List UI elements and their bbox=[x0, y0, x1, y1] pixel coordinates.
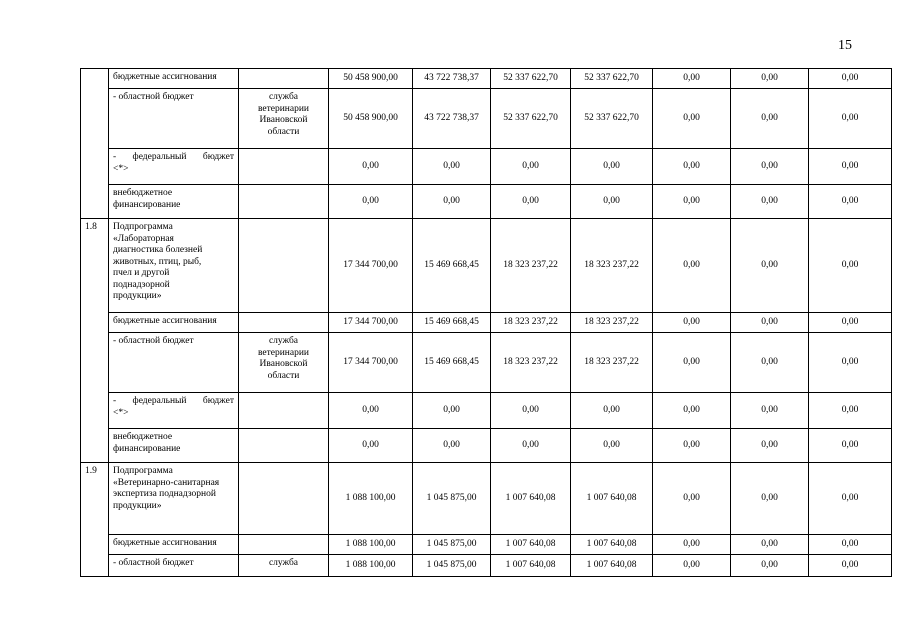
page-number: 15 bbox=[838, 38, 852, 53]
item-name-line: внебюджетное bbox=[113, 188, 173, 198]
value-cell: 0,00 bbox=[413, 185, 491, 219]
value-cell: 18 323 237,22 bbox=[491, 333, 571, 393]
value-cell: 0,00 bbox=[653, 185, 731, 219]
executor-line: служба bbox=[268, 92, 299, 102]
value-cell: 0,00 bbox=[653, 463, 731, 535]
budget-table-body bbox=[81, 69, 892, 577]
item-name-line: <*> bbox=[113, 163, 129, 174]
value-cell: 0,00 bbox=[491, 149, 571, 185]
value-cell: 0,00 bbox=[731, 149, 809, 185]
table-row bbox=[81, 429, 892, 463]
value-cell: 43 722 738,37 bbox=[413, 89, 491, 149]
executor-cell bbox=[239, 555, 329, 577]
value-cell: 18 323 237,22 bbox=[571, 313, 653, 333]
value-cell: 0,00 bbox=[809, 333, 892, 393]
value-cell: 0,00 bbox=[731, 429, 809, 463]
value-cell: 1 088 100,00 bbox=[329, 555, 413, 577]
value-cell: 18 323 237,22 bbox=[491, 313, 571, 333]
value-cell: 0,00 bbox=[571, 429, 653, 463]
item-name-line: диагностика болезней bbox=[113, 245, 203, 255]
value-cell: 52 337 622,70 bbox=[491, 69, 571, 89]
value-cell: 0,00 bbox=[491, 185, 571, 219]
item-name-line: бюджетные ассигнования bbox=[113, 72, 217, 82]
item-name-cell bbox=[109, 313, 239, 333]
executor-cell bbox=[239, 219, 329, 313]
item-name-cell bbox=[109, 185, 239, 219]
executor-line: ветеринарии bbox=[257, 347, 310, 358]
table-row bbox=[81, 333, 892, 393]
value-cell: 0,00 bbox=[731, 555, 809, 577]
table-row bbox=[81, 463, 892, 535]
value-cell: 1 007 640,08 bbox=[571, 555, 653, 577]
item-name-line: финансирование bbox=[113, 443, 181, 454]
value-cell: 0,00 bbox=[571, 393, 653, 429]
value-cell: 1 045 875,00 bbox=[413, 463, 491, 535]
value-cell: 0,00 bbox=[809, 149, 892, 185]
executor-cell bbox=[239, 149, 329, 185]
executor-line: области bbox=[267, 370, 300, 381]
executor-cell bbox=[239, 429, 329, 463]
value-cell: 0,00 bbox=[653, 333, 731, 393]
value-cell: 0,00 bbox=[653, 313, 731, 333]
value-cell: 0,00 bbox=[731, 313, 809, 333]
executor-cell bbox=[239, 393, 329, 429]
item-name-line: «Лабораторная bbox=[113, 233, 174, 244]
value-cell: 0,00 bbox=[809, 555, 892, 577]
value-cell: 0,00 bbox=[653, 69, 731, 89]
value-cell: 0,00 bbox=[809, 185, 892, 219]
executor-line: Ивановской bbox=[259, 115, 308, 125]
value-cell: 0,00 bbox=[653, 555, 731, 577]
value-cell: 18 323 237,22 bbox=[571, 219, 653, 313]
row-number-cell bbox=[81, 69, 109, 219]
value-cell: 18 323 237,22 bbox=[491, 219, 571, 313]
item-name-line: бюджетные ассигнования bbox=[113, 538, 217, 548]
value-cell: 52 337 622,70 bbox=[491, 89, 571, 149]
value-cell: 0,00 bbox=[731, 333, 809, 393]
value-cell: 43 722 738,37 bbox=[413, 69, 491, 89]
value-cell: 0,00 bbox=[491, 429, 571, 463]
value-cell: 0,00 bbox=[653, 89, 731, 149]
value-cell: 0,00 bbox=[809, 393, 892, 429]
value-cell: 50 458 900,00 bbox=[329, 69, 413, 89]
value-cell: 1 045 875,00 bbox=[413, 535, 491, 555]
item-name-line: финансирование bbox=[113, 199, 181, 210]
table-row bbox=[81, 69, 892, 89]
value-cell: 17 344 700,00 bbox=[329, 313, 413, 333]
value-cell: 52 337 622,70 bbox=[571, 69, 653, 89]
value-cell: 0,00 bbox=[731, 69, 809, 89]
value-cell: 0,00 bbox=[731, 463, 809, 535]
value-cell: 0,00 bbox=[329, 393, 413, 429]
value-cell: 50 458 900,00 bbox=[329, 89, 413, 149]
item-name-line: пчел и другой bbox=[113, 268, 170, 278]
value-cell: 1 007 640,08 bbox=[571, 463, 653, 535]
value-cell: 0,00 bbox=[653, 429, 731, 463]
value-cell: 0,00 bbox=[731, 393, 809, 429]
item-name-line: бюджетные ассигнования bbox=[113, 316, 217, 326]
table-row bbox=[81, 555, 892, 577]
budget-table bbox=[80, 68, 892, 577]
value-cell: 1 088 100,00 bbox=[329, 535, 413, 555]
item-name-line: продукции» bbox=[113, 500, 162, 511]
value-cell: 0,00 bbox=[731, 185, 809, 219]
executor-line: Ивановской bbox=[259, 359, 308, 369]
value-cell: 1 007 640,08 bbox=[491, 535, 571, 555]
item-name-cell bbox=[109, 149, 239, 185]
value-cell: 15 469 668,45 bbox=[413, 219, 491, 313]
item-name-line: - областной бюджет bbox=[113, 92, 194, 102]
item-name-line: «Ветеринарно-санитарная bbox=[113, 477, 220, 488]
value-cell: 17 344 700,00 bbox=[329, 333, 413, 393]
item-name-cell bbox=[109, 429, 239, 463]
value-cell: 0,00 bbox=[329, 185, 413, 219]
value-cell: 15 469 668,45 bbox=[413, 333, 491, 393]
value-cell: 0,00 bbox=[809, 219, 892, 313]
table-row bbox=[81, 185, 892, 219]
item-name-line: продукции» bbox=[113, 291, 162, 301]
item-name-cell bbox=[109, 555, 239, 577]
table-row bbox=[81, 313, 892, 333]
value-cell: 0,00 bbox=[731, 535, 809, 555]
item-name-cell bbox=[109, 333, 239, 393]
executor-cell bbox=[239, 69, 329, 89]
row-number-cell: 1.9 bbox=[81, 463, 109, 577]
executor-cell bbox=[239, 185, 329, 219]
item-name-cell bbox=[109, 69, 239, 89]
item-name-line: Подпрограмма bbox=[113, 466, 173, 476]
executor-cell bbox=[239, 89, 329, 149]
value-cell: 1 007 640,08 bbox=[571, 535, 653, 555]
value-cell: 0,00 bbox=[731, 219, 809, 313]
item-name-cell bbox=[109, 89, 239, 149]
item-name-line: экспертиза поднадзорной bbox=[113, 489, 216, 499]
item-name-cell bbox=[109, 535, 239, 555]
executor-line: служба bbox=[268, 336, 299, 346]
value-cell: 0,00 bbox=[413, 429, 491, 463]
row-number-cell: 1.8 bbox=[81, 219, 109, 463]
value-cell: 0,00 bbox=[413, 149, 491, 185]
value-cell: 0,00 bbox=[491, 393, 571, 429]
item-name-cell bbox=[109, 219, 239, 313]
executor-line: области bbox=[267, 126, 300, 137]
item-name-cell bbox=[109, 393, 239, 429]
table-row bbox=[81, 219, 892, 313]
executor-line: ветеринарии bbox=[257, 103, 310, 114]
value-cell: 1 007 640,08 bbox=[491, 463, 571, 535]
executor-cell bbox=[239, 313, 329, 333]
item-name-line: - федеральный бюджет bbox=[113, 152, 234, 162]
executor-cell bbox=[239, 535, 329, 555]
table-row bbox=[81, 89, 892, 149]
value-cell: 1 045 875,00 bbox=[413, 555, 491, 577]
value-cell: 0,00 bbox=[809, 535, 892, 555]
value-cell: 0,00 bbox=[731, 89, 809, 149]
value-cell: 0,00 bbox=[329, 149, 413, 185]
table-row bbox=[81, 149, 892, 185]
executor-cell bbox=[239, 333, 329, 393]
value-cell: 0,00 bbox=[329, 429, 413, 463]
value-cell: 0,00 bbox=[653, 219, 731, 313]
item-name-line: внебюджетное bbox=[113, 432, 173, 442]
item-name-line: <*> bbox=[113, 407, 129, 418]
item-name-line: Подпрограмма bbox=[113, 222, 173, 232]
value-cell: 1 088 100,00 bbox=[329, 463, 413, 535]
value-cell: 0,00 bbox=[809, 313, 892, 333]
value-cell: 0,00 bbox=[571, 149, 653, 185]
value-cell: 0,00 bbox=[653, 535, 731, 555]
value-cell: 0,00 bbox=[809, 463, 892, 535]
value-cell: 0,00 bbox=[809, 69, 892, 89]
item-name-line: - федеральный бюджет bbox=[113, 396, 234, 406]
executor-line: служба bbox=[268, 558, 299, 568]
value-cell: 0,00 bbox=[413, 393, 491, 429]
table-row bbox=[81, 535, 892, 555]
value-cell: 18 323 237,22 bbox=[571, 333, 653, 393]
item-name-line: - областной бюджет bbox=[113, 336, 194, 346]
value-cell: 0,00 bbox=[809, 89, 892, 149]
value-cell: 0,00 bbox=[653, 393, 731, 429]
item-name-line: животных, птиц, рыб, bbox=[113, 256, 202, 267]
executor-cell bbox=[239, 463, 329, 535]
table-row bbox=[81, 393, 892, 429]
item-name-line: поднадзорной bbox=[113, 279, 170, 290]
item-name-line: - областной бюджет bbox=[113, 558, 194, 568]
value-cell: 17 344 700,00 bbox=[329, 219, 413, 313]
value-cell: 15 469 668,45 bbox=[413, 313, 491, 333]
value-cell: 0,00 bbox=[809, 429, 892, 463]
item-name-cell bbox=[109, 463, 239, 535]
value-cell: 1 007 640,08 bbox=[491, 555, 571, 577]
value-cell: 52 337 622,70 bbox=[571, 89, 653, 149]
value-cell: 0,00 bbox=[571, 185, 653, 219]
value-cell: 0,00 bbox=[653, 149, 731, 185]
